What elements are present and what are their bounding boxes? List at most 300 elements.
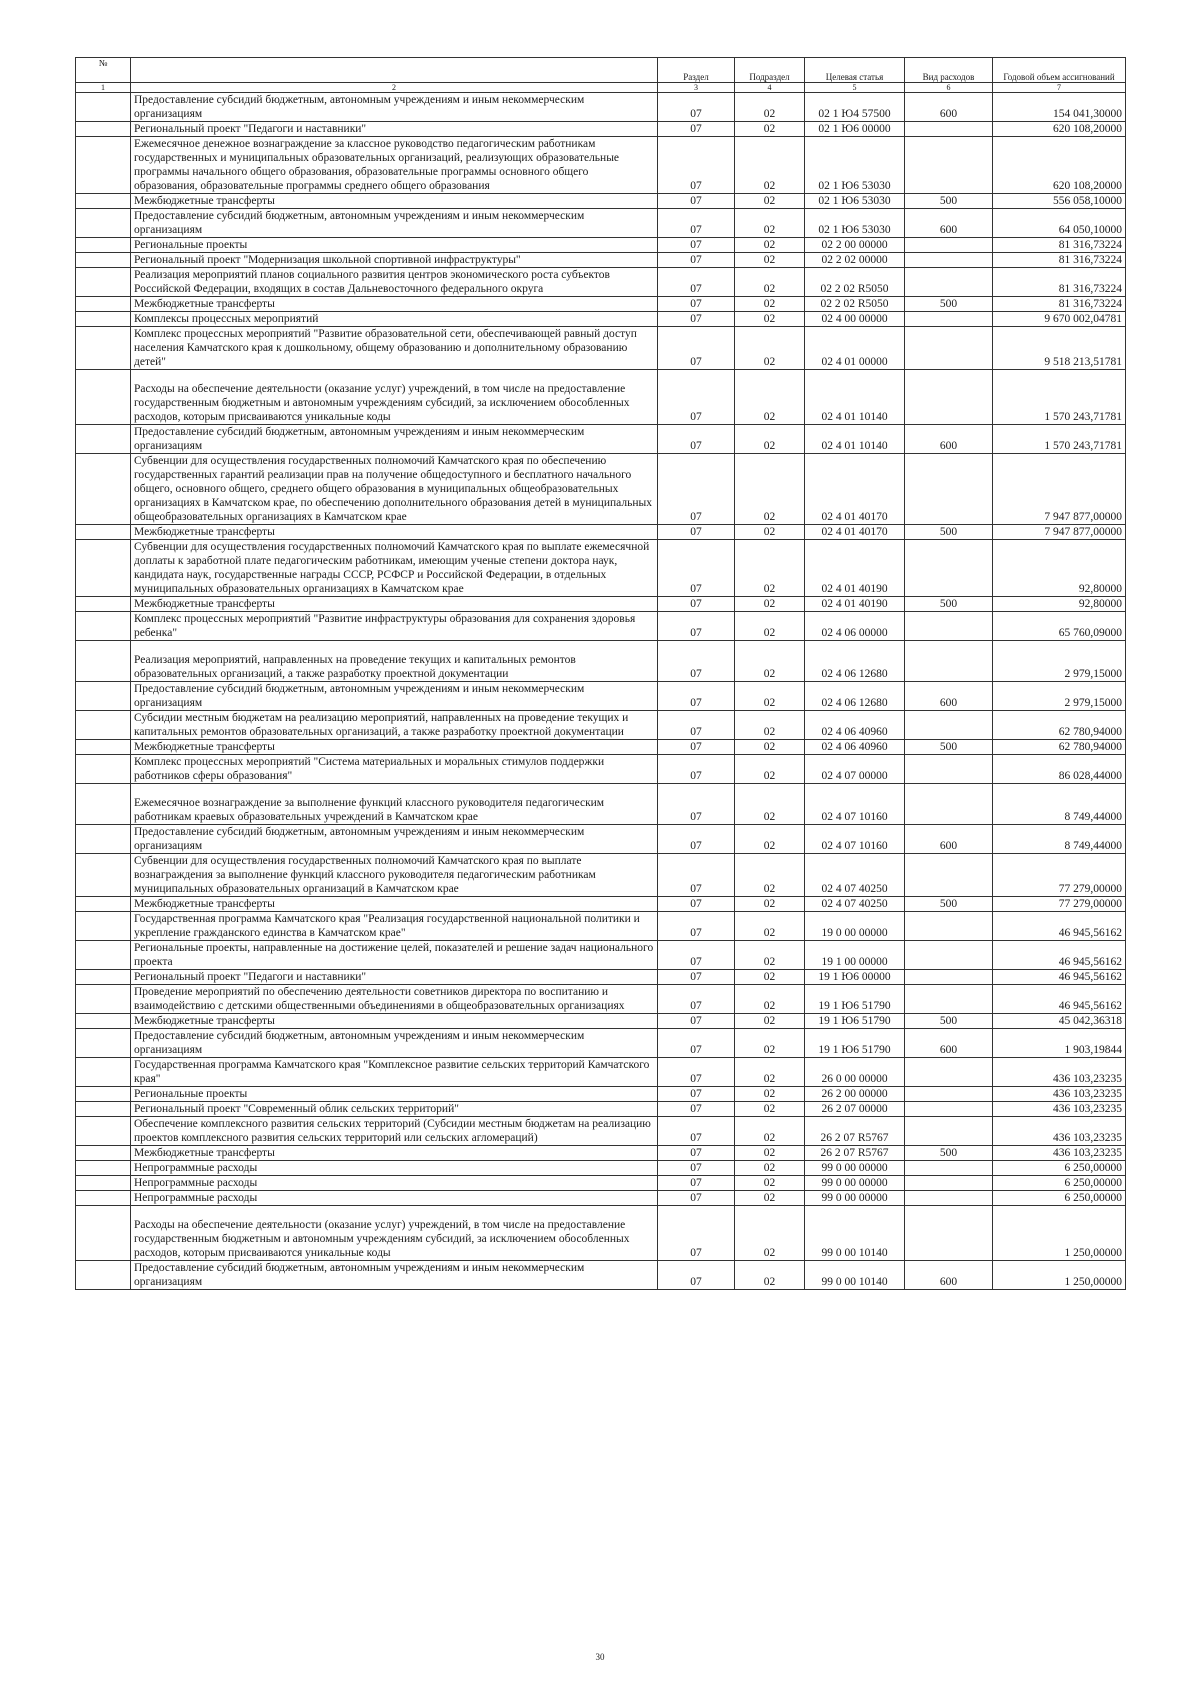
row-expense-type-cell xyxy=(905,1206,993,1261)
table-row xyxy=(76,297,1126,312)
row-amount-cell: 6 250,00000 xyxy=(993,1161,1126,1176)
row-target-article-cell: 26 2 07 R5767 xyxy=(805,1146,905,1161)
table-row xyxy=(76,784,1126,825)
row-razdel-cell: 07 xyxy=(658,297,735,312)
row-target-article-cell: 02 2 00 00000 xyxy=(805,238,905,253)
row-number-cell xyxy=(76,1117,131,1146)
row-expense-type-cell: 600 xyxy=(905,682,993,711)
row-name-cell xyxy=(131,1206,658,1261)
row-expense-type-cell: 600 xyxy=(905,93,993,122)
row-expense-type-cell: 500 xyxy=(905,1146,993,1161)
row-name-cell: Комплекс процессных мероприятий "Система материальных и моральных стимулов поддержки работников сферы образования" xyxy=(131,755,658,784)
row-podrazdel-cell: 02 xyxy=(735,970,805,985)
row-expense-type-cell: 500 xyxy=(905,297,993,312)
row-amount-cell: 436 103,23235 xyxy=(993,1058,1126,1087)
row-expense-type-cell xyxy=(905,238,993,253)
table-row xyxy=(76,711,1126,740)
row-number-cell xyxy=(76,1014,131,1029)
table-row xyxy=(76,194,1126,209)
table-row xyxy=(76,1176,1126,1191)
row-target-article-cell: 19 0 00 00000 xyxy=(805,912,905,941)
row-target-article-cell: 99 0 00 00000 xyxy=(805,1161,905,1176)
row-name-cell: Непрограммные расходы xyxy=(131,1176,658,1191)
table-header xyxy=(76,58,1126,93)
row-target-article-cell: 26 0 00 00000 xyxy=(805,1058,905,1087)
row-podrazdel-cell: 02 xyxy=(735,454,805,525)
row-amount-cell: 8 749,44000 xyxy=(993,784,1126,825)
table-row xyxy=(76,253,1126,268)
row-name-cell: Государственная программа Камчатского края "Комплексное развитие сельских территорий Камчатского края" xyxy=(131,1058,658,1087)
row-podrazdel-cell: 02 xyxy=(735,740,805,755)
row-target-article-cell: 02 4 01 40190 xyxy=(805,597,905,612)
row-amount-cell: 6 250,00000 xyxy=(993,1191,1126,1206)
row-amount-cell: 8 749,44000 xyxy=(993,825,1126,854)
row-target-article-cell: 99 0 00 10140 xyxy=(805,1261,905,1290)
row-name-cell: Региональный проект "Педагоги и наставники" xyxy=(131,970,658,985)
row-podrazdel-cell: 02 xyxy=(735,122,805,137)
row-target-article-cell: 02 4 06 00000 xyxy=(805,612,905,641)
row-name-cell: Обеспечение комплексного развития сельских территорий (Субсидии местным бюджетам на реализацию проектов комплексного развития сельских территорий или сельских агломераций) xyxy=(131,1117,658,1146)
header-index: 7 xyxy=(993,83,1126,93)
row-expense-type-cell xyxy=(905,941,993,970)
header-name xyxy=(131,58,658,83)
table-body xyxy=(76,93,1126,1290)
row-podrazdel-cell: 02 xyxy=(735,711,805,740)
row-razdel-cell: 07 xyxy=(658,1146,735,1161)
row-podrazdel-cell: 02 xyxy=(735,641,805,682)
row-amount-cell: 620 108,20000 xyxy=(993,122,1126,137)
row-razdel-cell: 07 xyxy=(658,1102,735,1117)
row-number-cell xyxy=(76,194,131,209)
table-row xyxy=(76,612,1126,641)
row-name-cell: Государственная программа Камчатского края "Реализация государственной национальной политики и укрепление гражданского единства в Камчатском крае" xyxy=(131,912,658,941)
header-index: 2 xyxy=(131,83,658,93)
row-number-cell xyxy=(76,854,131,897)
table-row xyxy=(76,740,1126,755)
row-podrazdel-cell: 02 xyxy=(735,1014,805,1029)
row-amount-cell: 2 979,15000 xyxy=(993,682,1126,711)
row-razdel-cell: 07 xyxy=(658,370,735,425)
row-podrazdel-cell: 02 xyxy=(735,1058,805,1087)
row-razdel-cell: 07 xyxy=(658,1029,735,1058)
row-name-cell: Реализация мероприятий планов социального развития центров экономического роста субъектов Российской Федерации, входящих в состав Дальневосточного федерального округа xyxy=(131,268,658,297)
row-expense-type-cell xyxy=(905,540,993,597)
row-razdel-cell: 07 xyxy=(658,612,735,641)
row-name-cell xyxy=(131,784,658,825)
row-podrazdel-cell: 02 xyxy=(735,755,805,784)
row-razdel-cell: 07 xyxy=(658,1117,735,1146)
row-number-cell xyxy=(76,540,131,597)
row-target-article-cell: 02 1 Ю4 57500 xyxy=(805,93,905,122)
row-number-cell xyxy=(76,297,131,312)
header-index: 6 xyxy=(905,83,993,93)
table-row xyxy=(76,854,1126,897)
row-name-cell: Межбюджетные трансферты xyxy=(131,297,658,312)
row-target-article-cell: 02 4 06 12680 xyxy=(805,682,905,711)
row-target-article-cell: 02 4 01 40190 xyxy=(805,540,905,597)
row-razdel-cell: 07 xyxy=(658,540,735,597)
row-target-article-cell: 19 1 Ю6 51790 xyxy=(805,1029,905,1058)
row-expense-type-cell xyxy=(905,755,993,784)
row-podrazdel-cell: 02 xyxy=(735,93,805,122)
row-podrazdel-cell: 02 xyxy=(735,825,805,854)
row-razdel-cell: 07 xyxy=(658,137,735,194)
row-name-cell: Комплекс процессных мероприятий "Развитие образовательной сети, обеспечивающей равный доступ населения Камчатского края к дошкольному, общему образованию и дополнительному образованию детей" xyxy=(131,327,658,370)
row-podrazdel-cell: 02 xyxy=(735,1191,805,1206)
row-expense-type-cell xyxy=(905,854,993,897)
row-name-cell: Субсидии местным бюджетам на реализацию мероприятий, направленных на проведение текущих и капитальных ремонтов образовательных организаций, а также разработку проектной документации xyxy=(131,711,658,740)
row-amount-cell: 62 780,94000 xyxy=(993,740,1126,755)
table-row xyxy=(76,1161,1126,1176)
row-expense-type-cell xyxy=(905,641,993,682)
row-razdel-cell: 07 xyxy=(658,970,735,985)
row-name-cell: Предоставление субсидий бюджетным, автономным учреждениям и иным некоммерческим организациям xyxy=(131,1261,658,1290)
row-number-cell xyxy=(76,682,131,711)
table-row xyxy=(76,370,1126,425)
header-index: 4 xyxy=(735,83,805,93)
row-number-cell xyxy=(76,1087,131,1102)
row-expense-type-cell xyxy=(905,370,993,425)
row-target-article-cell: 02 4 07 40250 xyxy=(805,897,905,912)
row-target-article-cell: 26 2 07 00000 xyxy=(805,1102,905,1117)
row-amount-cell: 62 780,94000 xyxy=(993,711,1126,740)
row-podrazdel-cell: 02 xyxy=(735,597,805,612)
row-expense-type-cell: 500 xyxy=(905,740,993,755)
row-razdel-cell: 07 xyxy=(658,1014,735,1029)
row-number-cell xyxy=(76,711,131,740)
row-razdel-cell: 07 xyxy=(658,93,735,122)
row-name-cell xyxy=(131,370,658,425)
row-expense-type-cell: 500 xyxy=(905,597,993,612)
row-name-cell: Предоставление субсидий бюджетным, автономным учреждениям и иным некоммерческим организациям xyxy=(131,425,658,454)
row-name-cell: Субвенции для осуществления государственных полномочий Камчатского края по обеспечению государственных гарантий реализации прав на получение общедоступного и бесплатного начального общего, основного общего, среднего общего образования в муниципальных общеобразовательных организациях в Камчатском крае, по обеспечению дополнительного образования детей в муниципальных общеобразовательных организациях в Камчатском крае xyxy=(131,454,658,525)
table-row xyxy=(76,682,1126,711)
row-razdel-cell: 07 xyxy=(658,1206,735,1261)
row-podrazdel-cell: 02 xyxy=(735,1102,805,1117)
table-row xyxy=(76,912,1126,941)
row-expense-type-cell: 500 xyxy=(905,194,993,209)
row-number-cell xyxy=(76,238,131,253)
row-target-article-cell: 02 2 02 00000 xyxy=(805,253,905,268)
row-amount-cell: 154 041,30000 xyxy=(993,93,1126,122)
row-number-cell xyxy=(76,209,131,238)
row-razdel-cell: 07 xyxy=(658,912,735,941)
row-expense-type-cell xyxy=(905,1087,993,1102)
row-number-cell xyxy=(76,1058,131,1087)
row-number-cell xyxy=(76,1191,131,1206)
row-number-cell xyxy=(76,1146,131,1161)
row-name-cell: Региональный проект "Современный облик сельских территорий" xyxy=(131,1102,658,1117)
row-razdel-cell: 07 xyxy=(658,268,735,297)
header-expense-type: Вид расходов xyxy=(905,58,993,83)
row-razdel-cell: 07 xyxy=(658,194,735,209)
row-expense-type-cell xyxy=(905,612,993,641)
row-number-cell xyxy=(76,912,131,941)
row-podrazdel-cell: 02 xyxy=(735,1206,805,1261)
row-target-article-cell: 19 1 00 00000 xyxy=(805,941,905,970)
row-amount-cell: 436 103,23235 xyxy=(993,1117,1126,1146)
row-number-cell xyxy=(76,93,131,122)
row-podrazdel-cell: 02 xyxy=(735,327,805,370)
row-expense-type-cell xyxy=(905,137,993,194)
row-name-cell: Непрограммные расходы xyxy=(131,1161,658,1176)
row-razdel-cell: 07 xyxy=(658,897,735,912)
table-row xyxy=(76,1087,1126,1102)
row-target-article-cell: 26 2 07 R5767 xyxy=(805,1117,905,1146)
row-number-cell xyxy=(76,825,131,854)
row-name-cell: Предоставление субсидий бюджетным, автономным учреждениям и иным некоммерческим организациям xyxy=(131,825,658,854)
row-podrazdel-cell: 02 xyxy=(735,612,805,641)
row-razdel-cell: 07 xyxy=(658,740,735,755)
row-expense-type-cell xyxy=(905,784,993,825)
row-name-cell: Комплексы процессных мероприятий xyxy=(131,312,658,327)
row-expense-type-cell: 600 xyxy=(905,825,993,854)
row-podrazdel-cell: 02 xyxy=(735,297,805,312)
row-amount-cell: 436 103,23235 xyxy=(993,1087,1126,1102)
row-number-cell xyxy=(76,1261,131,1290)
row-podrazdel-cell: 02 xyxy=(735,525,805,540)
row-razdel-cell: 07 xyxy=(658,122,735,137)
table-row xyxy=(76,1117,1126,1146)
header-target-article: Целевая статья xyxy=(805,58,905,83)
table-row xyxy=(76,985,1126,1014)
row-podrazdel-cell: 02 xyxy=(735,941,805,970)
row-target-article-cell: 02 4 01 00000 xyxy=(805,327,905,370)
header-podrazdel: Подраздел xyxy=(735,58,805,83)
row-razdel-cell: 07 xyxy=(658,784,735,825)
row-expense-type-cell: 500 xyxy=(905,897,993,912)
row-amount-cell: 620 108,20000 xyxy=(993,137,1126,194)
row-target-article-cell: 02 1 Ю6 53030 xyxy=(805,137,905,194)
table-row xyxy=(76,1261,1126,1290)
row-amount-cell: 81 316,73224 xyxy=(993,238,1126,253)
row-name-cell: Предоставление субсидий бюджетным, автономным учреждениям и иным некоммерческим организациям xyxy=(131,209,658,238)
row-podrazdel-cell: 02 xyxy=(735,137,805,194)
row-expense-type-cell xyxy=(905,970,993,985)
row-amount-cell: 1 570 243,71781 xyxy=(993,370,1126,425)
row-amount-cell: 46 945,56162 xyxy=(993,970,1126,985)
row-number-cell xyxy=(76,597,131,612)
row-number-cell xyxy=(76,1206,131,1261)
row-expense-type-cell xyxy=(905,711,993,740)
row-expense-type-cell: 600 xyxy=(905,1029,993,1058)
row-podrazdel-cell: 02 xyxy=(735,209,805,238)
row-podrazdel-cell: 02 xyxy=(735,370,805,425)
header-number: № xyxy=(76,58,131,83)
row-amount-cell: 65 760,09000 xyxy=(993,612,1126,641)
row-expense-type-cell: 600 xyxy=(905,1261,993,1290)
row-amount-cell: 46 945,56162 xyxy=(993,941,1126,970)
row-name-cell: Межбюджетные трансферты xyxy=(131,525,658,540)
row-razdel-cell: 07 xyxy=(658,1176,735,1191)
row-name-text: Реализация мероприятий, направленных на проведение текущих и капитальных ремонтов образовательных организаций, а также разработку проектной документации xyxy=(134,654,576,680)
row-podrazdel-cell: 02 xyxy=(735,268,805,297)
row-name-cell: Межбюджетные трансферты xyxy=(131,1014,658,1029)
row-razdel-cell: 07 xyxy=(658,238,735,253)
row-podrazdel-cell: 02 xyxy=(735,194,805,209)
row-podrazdel-cell: 02 xyxy=(735,1087,805,1102)
row-target-article-cell: 02 4 07 10160 xyxy=(805,825,905,854)
row-razdel-cell: 07 xyxy=(658,755,735,784)
row-name-cell: Субвенции для осуществления государственных полномочий Камчатского края по выплате ежемесячной доплаты к заработной плате педагогическим работникам, имеющим ученые степени доктора наук, кандидата наук, государственные награды СССР, РСФСР и Российской Федерации, в отдельных муниципальных образовательных организациях в Камчатском крае xyxy=(131,540,658,597)
row-target-article-cell: 02 4 07 10160 xyxy=(805,784,905,825)
row-amount-cell: 77 279,00000 xyxy=(993,854,1126,897)
row-podrazdel-cell: 02 xyxy=(735,854,805,897)
row-razdel-cell: 07 xyxy=(658,209,735,238)
row-name-cell: Региональный проект "Модернизация школьной спортивной инфраструктуры" xyxy=(131,253,658,268)
row-razdel-cell: 07 xyxy=(658,1161,735,1176)
row-amount-cell: 9 518 213,51781 xyxy=(993,327,1126,370)
table-row xyxy=(76,1102,1126,1117)
row-razdel-cell: 07 xyxy=(658,985,735,1014)
row-expense-type-cell xyxy=(905,1176,993,1191)
header-annual-amount: Годовой объем ассигнований xyxy=(993,58,1126,83)
row-amount-cell: 92,80000 xyxy=(993,540,1126,597)
row-target-article-cell: 19 1 Ю6 00000 xyxy=(805,970,905,985)
row-name-cell: Межбюджетные трансферты xyxy=(131,1146,658,1161)
row-podrazdel-cell: 02 xyxy=(735,682,805,711)
row-razdel-cell: 07 xyxy=(658,641,735,682)
row-amount-cell: 45 042,36318 xyxy=(993,1014,1126,1029)
table-row xyxy=(76,122,1126,137)
row-number-cell xyxy=(76,897,131,912)
row-podrazdel-cell: 02 xyxy=(735,238,805,253)
row-target-article-cell: 02 2 02 R5050 xyxy=(805,297,905,312)
row-expense-type-cell xyxy=(905,268,993,297)
row-amount-cell: 81 316,73224 xyxy=(993,297,1126,312)
row-target-article-cell: 02 4 06 40960 xyxy=(805,711,905,740)
row-number-cell xyxy=(76,454,131,525)
row-name-cell: Региональные проекты xyxy=(131,238,658,253)
table-row xyxy=(76,268,1126,297)
row-target-article-cell: 02 4 01 40170 xyxy=(805,525,905,540)
table-row xyxy=(76,540,1126,597)
row-amount-cell: 6 250,00000 xyxy=(993,1176,1126,1191)
row-number-cell xyxy=(76,425,131,454)
table-row xyxy=(76,941,1126,970)
row-podrazdel-cell: 02 xyxy=(735,897,805,912)
row-razdel-cell: 07 xyxy=(658,854,735,897)
row-razdel-cell: 07 xyxy=(658,1191,735,1206)
row-name-text: Расходы на обеспечение деятельности (оказание услуг) учреждений, в том числе на предоставление государственным бюджетным и автономным учреждениям субсидий, за исключением обособленных расходов, которым присваиваются уникальные коды xyxy=(134,383,630,423)
row-target-article-cell: 26 2 00 00000 xyxy=(805,1087,905,1102)
row-name-cell: Межбюджетные трансферты xyxy=(131,897,658,912)
row-expense-type-cell xyxy=(905,1058,993,1087)
row-expense-type-cell xyxy=(905,122,993,137)
row-target-article-cell: 02 1 Ю6 53030 xyxy=(805,194,905,209)
row-name-cell: Региональные проекты xyxy=(131,1087,658,1102)
row-name-cell: Предоставление субсидий бюджетным, автономным учреждениям и иным некоммерческим организациям xyxy=(131,682,658,711)
row-number-cell xyxy=(76,1102,131,1117)
row-podrazdel-cell: 02 xyxy=(735,1029,805,1058)
table-row xyxy=(76,312,1126,327)
row-target-article-cell: 02 4 07 40250 xyxy=(805,854,905,897)
row-podrazdel-cell: 02 xyxy=(735,540,805,597)
row-target-article-cell: 19 1 Ю6 51790 xyxy=(805,985,905,1014)
row-podrazdel-cell: 02 xyxy=(735,312,805,327)
row-expense-type-cell: 600 xyxy=(905,209,993,238)
row-amount-cell: 46 945,56162 xyxy=(993,985,1126,1014)
row-razdel-cell: 07 xyxy=(658,682,735,711)
row-number-cell xyxy=(76,941,131,970)
row-amount-cell: 436 103,23235 xyxy=(993,1102,1126,1117)
row-podrazdel-cell: 02 xyxy=(735,784,805,825)
row-podrazdel-cell: 02 xyxy=(735,985,805,1014)
row-amount-cell: 7 947 877,00000 xyxy=(993,525,1126,540)
table-row xyxy=(76,897,1126,912)
row-number-cell xyxy=(76,985,131,1014)
row-target-article-cell: 19 1 Ю6 51790 xyxy=(805,1014,905,1029)
row-target-article-cell: 02 1 Ю6 53030 xyxy=(805,209,905,238)
row-amount-cell: 64 050,10000 xyxy=(993,209,1126,238)
table-row xyxy=(76,209,1126,238)
row-number-cell xyxy=(76,137,131,194)
row-amount-cell: 9 670 002,04781 xyxy=(993,312,1126,327)
row-target-article-cell: 02 4 07 00000 xyxy=(805,755,905,784)
table-row xyxy=(76,238,1126,253)
table-row xyxy=(76,327,1126,370)
row-target-article-cell: 02 4 06 40960 xyxy=(805,740,905,755)
row-razdel-cell: 07 xyxy=(658,1087,735,1102)
row-name-cell: Предоставление субсидий бюджетным, автономным учреждениям и иным некоммерческим организациям xyxy=(131,93,658,122)
row-name-cell: Комплекс процессных мероприятий "Развитие инфраструктуры образования для сохранения здоровья ребенка" xyxy=(131,612,658,641)
row-expense-type-cell: 600 xyxy=(905,425,993,454)
row-razdel-cell: 07 xyxy=(658,597,735,612)
row-podrazdel-cell: 02 xyxy=(735,912,805,941)
row-expense-type-cell: 500 xyxy=(905,1014,993,1029)
row-target-article-cell: 02 4 01 40170 xyxy=(805,454,905,525)
row-razdel-cell: 07 xyxy=(658,425,735,454)
row-name-text: Ежемесячное вознаграждение за выполнение функций классного руководителя педагогическим работникам краевых образовательных учреждений в Камчатском крае xyxy=(134,797,605,823)
header-razdel: Раздел xyxy=(658,58,735,83)
row-expense-type-cell xyxy=(905,1102,993,1117)
row-expense-type-cell xyxy=(905,253,993,268)
table-row xyxy=(76,1029,1126,1058)
row-razdel-cell: 07 xyxy=(658,1058,735,1087)
row-target-article-cell: 99 0 00 10140 xyxy=(805,1206,905,1261)
table-row xyxy=(76,425,1126,454)
row-target-article-cell: 02 2 02 R5050 xyxy=(805,268,905,297)
row-number-cell xyxy=(76,253,131,268)
budget-table xyxy=(75,57,1126,1290)
row-name-cell: Межбюджетные трансферты xyxy=(131,597,658,612)
row-amount-cell: 436 103,23235 xyxy=(993,1146,1126,1161)
row-number-cell xyxy=(76,122,131,137)
row-amount-cell: 86 028,44000 xyxy=(993,755,1126,784)
row-razdel-cell: 07 xyxy=(658,941,735,970)
row-amount-cell: 46 945,56162 xyxy=(993,912,1126,941)
row-amount-cell: 1 250,00000 xyxy=(993,1206,1126,1261)
row-podrazdel-cell: 02 xyxy=(735,1146,805,1161)
row-podrazdel-cell: 02 xyxy=(735,425,805,454)
row-target-article-cell: 02 4 00 00000 xyxy=(805,312,905,327)
row-number-cell xyxy=(76,327,131,370)
table-row xyxy=(76,755,1126,784)
row-amount-cell: 1 903,19844 xyxy=(993,1029,1126,1058)
row-expense-type-cell xyxy=(905,1117,993,1146)
row-expense-type-cell: 500 xyxy=(905,525,993,540)
row-amount-cell: 1 570 243,71781 xyxy=(993,425,1126,454)
row-name-cell: Ежемесячное денежное вознаграждение за классное руководство педагогическим работникам государственных и муниципальных образовательных организаций, реализующих образовательные программы начального общего образования, образовательные программы основного общего образования, образовательные программы среднего общего образования xyxy=(131,137,658,194)
row-number-cell xyxy=(76,1176,131,1191)
row-amount-cell: 77 279,00000 xyxy=(993,897,1126,912)
table-row xyxy=(76,525,1126,540)
row-podrazdel-cell: 02 xyxy=(735,1161,805,1176)
row-expense-type-cell xyxy=(905,1161,993,1176)
row-razdel-cell: 07 xyxy=(658,312,735,327)
row-target-article-cell: 02 4 06 12680 xyxy=(805,641,905,682)
row-amount-cell: 81 316,73224 xyxy=(993,253,1126,268)
